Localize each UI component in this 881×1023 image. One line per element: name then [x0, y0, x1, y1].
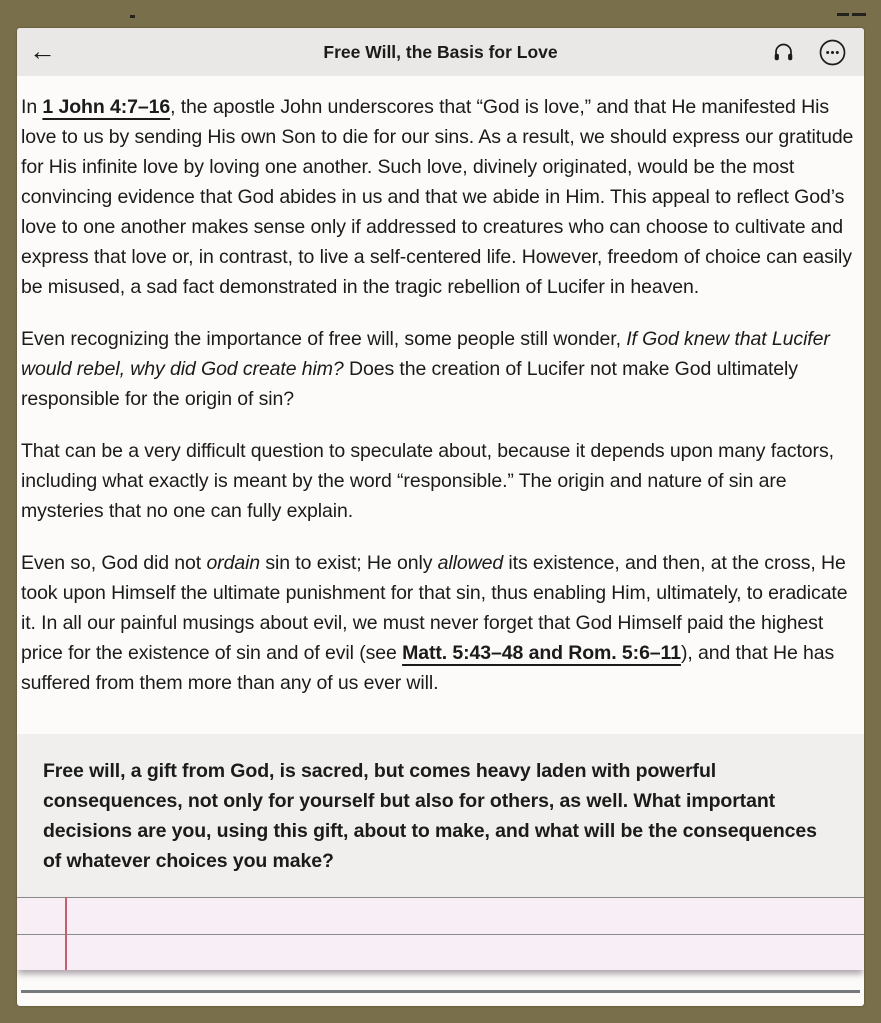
more-options-icon[interactable] [819, 39, 846, 66]
text-segment: In [21, 96, 43, 118]
status-bar-fragment [852, 13, 866, 16]
text-segment: allowed [437, 552, 504, 574]
status-bar-fragment [130, 15, 135, 18]
page-title: Free Will, the Basis for Love [323, 41, 558, 62]
answer-area[interactable] [17, 897, 864, 970]
back-button[interactable]: ← [17, 38, 56, 67]
notebook-margin-line [65, 897, 67, 970]
lesson-content [17, 76, 864, 1006]
app-header [17, 28, 864, 76]
text-segment: sin to exist; He only [260, 552, 438, 574]
answer-line[interactable] [17, 934, 864, 970]
text-segment: , the apostle John underscores that “God is love,” and that He manifested His love to us by sending His own Son to die for our sins. As a result, we should express our gratitude for His infinite love by loving one another. Such love, divinely originated, would be the most convincing evidence that God abides in us and that we abide in Him. This appeal to reflect God’s love to one another makes sense only if addressed to creatures who can choose to cultivate and express that love or, in contrast, to live a self-centered life. However, freedom of choice can easily be misused, a sad fact demonstrated in the tragic rebellion of Lucifer in heaven. [21, 96, 854, 298]
text-segment: Even recognizing the importance of free will, some people still wonder, [21, 328, 627, 350]
text-segment: Does the creation of Lucifer not make God ultimately responsible for the origin of sin? [21, 358, 798, 410]
lesson-text [17, 76, 864, 720]
scripture-reference-link[interactable]: 1 John 4:7–16 [42, 96, 171, 118]
reader-card [17, 28, 864, 1006]
text-segment: Even so, God did not [21, 552, 207, 574]
status-bar-fragment [837, 13, 849, 16]
text-segment: ), and that He has suffered from them more than any of us ever will. [21, 642, 835, 694]
text-segment: its existence, and then, at the cross, He took upon Himself the ultimate punishment for that sin, thus enabling Him, ultimately, to eradicate it. In all our painful musings about evil, we must never forget that God Himself paid the highest price for the existence of sin and of evil (see [21, 552, 848, 664]
answer-line[interactable] [17, 897, 864, 934]
paragraph [21, 548, 856, 698]
headphones-icon[interactable] [771, 40, 796, 64]
paragraph [21, 436, 856, 526]
paragraph [21, 324, 856, 414]
question-box [17, 734, 864, 897]
scripture-reference-link[interactable]: Matt. 5:43–48 and Rom. 5:6–11 [402, 642, 681, 664]
text-segment: ordain [206, 552, 261, 574]
bottom-divider [21, 990, 860, 993]
header-actions [771, 39, 864, 66]
text-segment: If God knew that Lucifer would rebel, why did God create him? [21, 328, 830, 380]
question-text: Free will, a gift from God, is sacred, but comes heavy laden with powerful consequences, not only for yourself but also for others, as well. What important decisions are you, using this gift, about to make, and what will be the consequences of whatever choices you make? [43, 760, 817, 872]
text-segment: That can be a very difficult question to speculate about, because it depends upon many factors, including what exactly is meant by the word “responsible.” The origin and nature of sin are mysteries that no one can fully explain. [21, 440, 834, 522]
paragraph [21, 92, 856, 302]
